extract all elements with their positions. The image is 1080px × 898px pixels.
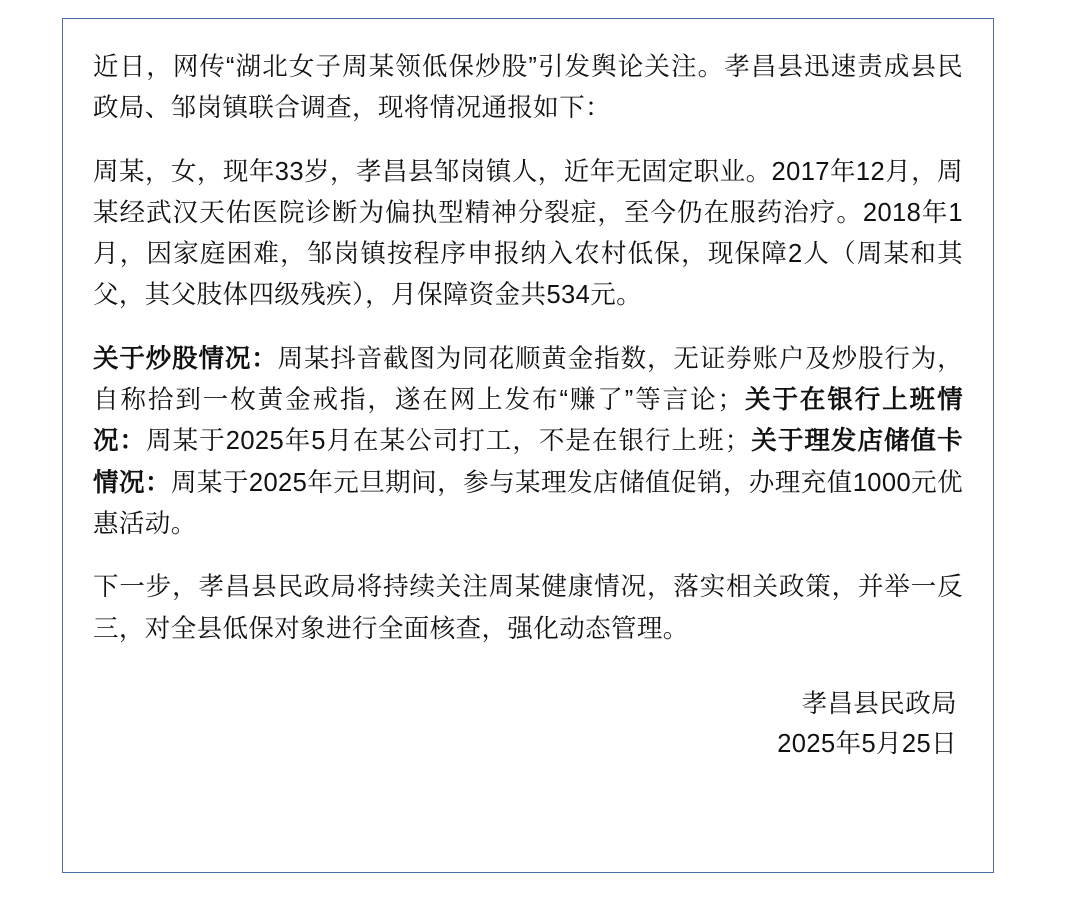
paragraph-background bbox=[93, 152, 963, 317]
findings-text-bank: 周某于2025年5月在某公司打工，不是在银行上班； bbox=[146, 427, 751, 456]
paragraph-intro bbox=[93, 47, 963, 130]
paragraph-background-text: 周某，女，现年33岁，孝昌县邹岗镇人，近年无固定职业。2017年12月，周某经武汉天佑医院诊断为偏执型精神分裂症，至今仍在服药治疗。2018年1月，因家庭困难，邹岗镇按程序申报纳入农村低保，现保障2人（周某和其父，其父肢体四级残疾），月保障资金共534元。 bbox=[93, 157, 963, 310]
paragraph-next-steps bbox=[93, 567, 963, 650]
notice-card bbox=[62, 18, 994, 873]
paragraph-findings bbox=[93, 339, 963, 545]
notice-body bbox=[63, 19, 993, 784]
findings-heading-bank: 关于在银行上班情况： bbox=[93, 386, 963, 456]
findings-text-stock: 周某抖音截图为同花顺黄金指数，无证券账户及炒股行为，自称拾到一枚黄金戒指，遂在网上发布“赚了”等言论； bbox=[93, 344, 963, 415]
signature-block bbox=[93, 684, 963, 765]
paragraph-next-steps-text: 下一步，孝昌县民政局将持续关注周某健康情况，落实相关政策，并举一反三，对全县低保对象进行全面核查，强化动态管理。 bbox=[93, 573, 963, 643]
findings-heading-salon-card: 关于理发店储值卡情况： bbox=[93, 427, 964, 497]
signature-date: 2025年5月25日 bbox=[777, 730, 957, 759]
signature-issuer: 孝昌县民政局 bbox=[801, 689, 957, 718]
findings-text-salon-card: 周某于2025年元旦期间，参与某理发店储值促销，办理充值1000元优惠活动。 bbox=[93, 468, 964, 538]
bottom-spacer bbox=[93, 764, 963, 774]
findings-heading-stock: 关于炒股情况： bbox=[93, 344, 278, 373]
paragraph-intro-text: 近日，网传“湖北女子周某领低保炒股”引发舆论关注。孝昌县迅速责成县民政局、邹岗镇联合调查，现将情况通报如下： bbox=[93, 53, 963, 123]
